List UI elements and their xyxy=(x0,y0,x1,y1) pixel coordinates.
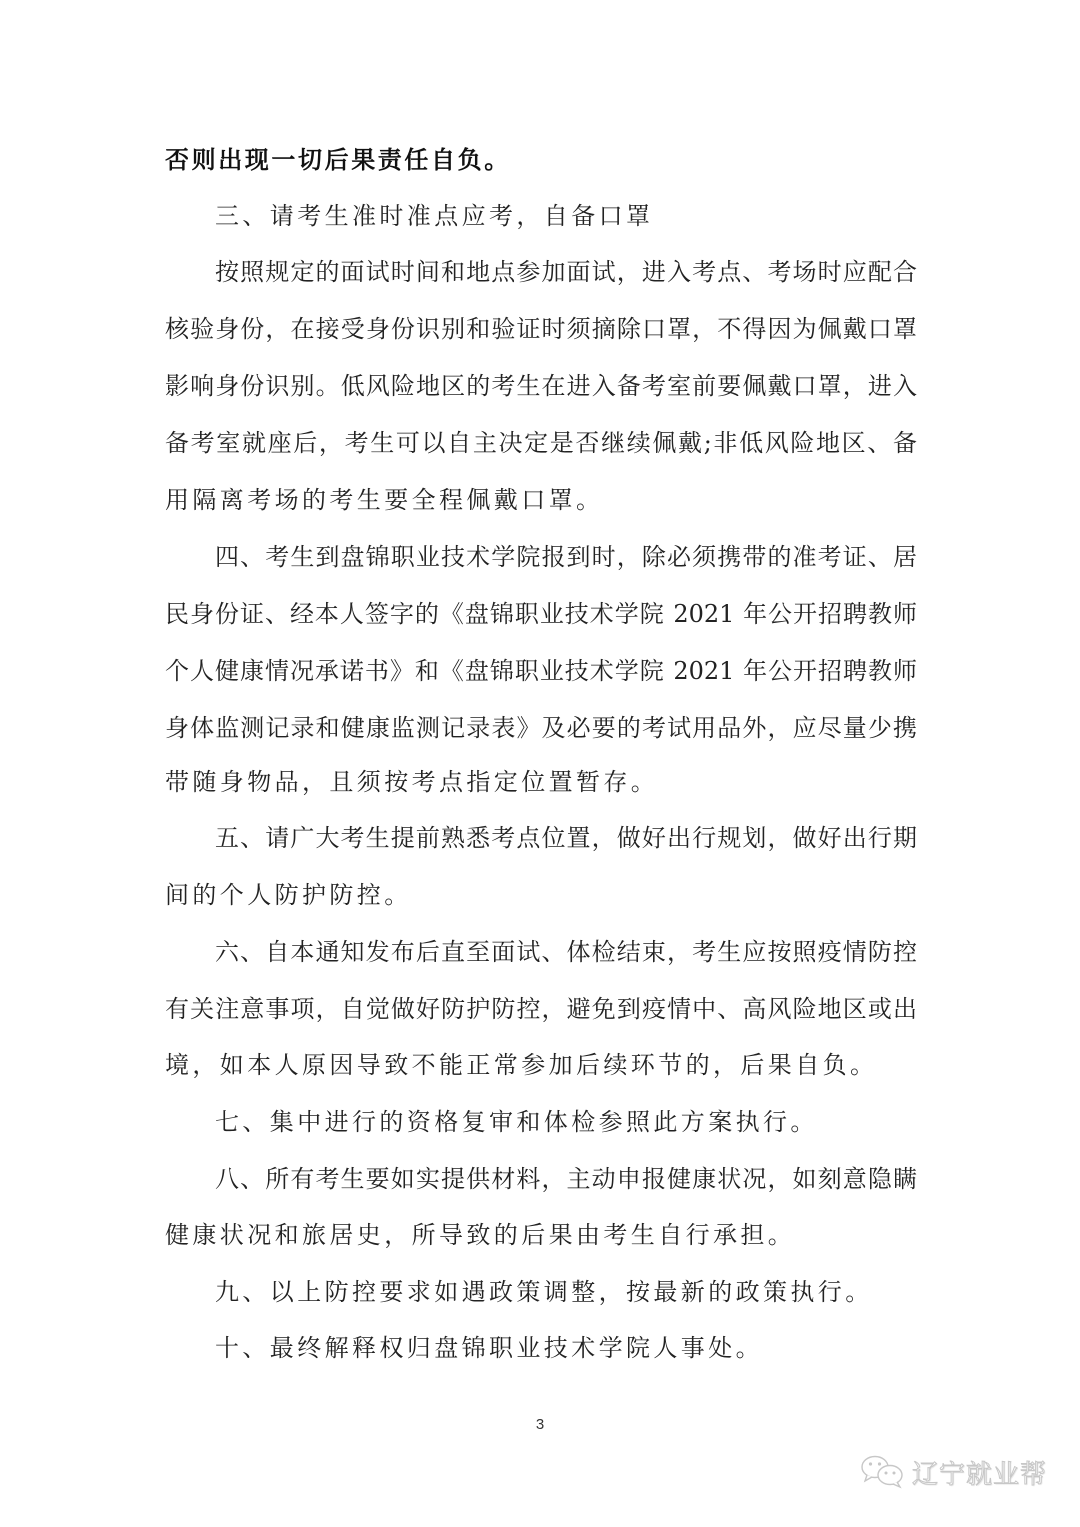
text-line: 民身份证、经本人签字的《盘锦职业技术学院 2021 年公开招聘教师 xyxy=(165,600,917,628)
text-line: 九、以上防控要求如遇政策调整，按最新的政策执行。 xyxy=(215,1278,873,1306)
text-line: 六、自本通知发布后直至面试、体检结束，考生应按照疫情防控 xyxy=(215,938,917,966)
text-line: 五、请广大考生提前熟悉考点位置，做好出行规划，做好出行期 xyxy=(215,824,917,852)
text-line: 三、请考生准时准点应考，自备口罩 xyxy=(215,202,654,230)
text-line: 备考室就座后，考生可以自主决定是否继续佩戴;非低风险地区、备 xyxy=(165,429,917,457)
text-line: 影响身份识别。低风险地区的考生在进入备考室前要佩戴口罩，进入 xyxy=(165,372,917,400)
text-line: 健康状况和旅居史，所导致的后果由考生自行承担。 xyxy=(165,1221,796,1249)
text-line: 用隔离考场的考生要全程佩戴口罩。 xyxy=(165,486,604,514)
page-number: 3 xyxy=(535,1416,545,1433)
text-line: 有关注意事项，自觉做好防护防控，避免到疫情中、高风险地区或出 xyxy=(165,995,917,1023)
text-line: 四、考生到盘锦职业技术学院报到时，除必须携带的准考证、居 xyxy=(215,543,917,571)
watermark xyxy=(860,1452,1047,1492)
text-line: 七、集中进行的资格复审和体检参照此方案执行。 xyxy=(215,1108,818,1136)
text-line: 境，如本人原因导致不能正常参加后续环节的，后果自负。 xyxy=(165,1051,878,1079)
text-line: 身体监测记录和健康监测记录表》及必要的考试用品外，应尽量少携 xyxy=(165,714,917,742)
text-line: 个人健康情况承诺书》和《盘锦职业技术学院 2021 年公开招聘教师 xyxy=(165,657,917,685)
text-line: 核验身份，在接受身份识别和验证时须摘除口罩，不得因为佩戴口罩 xyxy=(165,315,917,343)
text-line: 十、最终解释权归盘锦职业技术学院人事处。 xyxy=(215,1334,763,1362)
text-line: 按照规定的面试时间和地点参加面试，进入考点、考场时应配合 xyxy=(215,258,917,286)
watermark-text: 辽宁就业帮 xyxy=(912,1459,1048,1490)
wechat-icon xyxy=(860,1454,906,1490)
text-line: 否则出现一切后果责任自负。 xyxy=(165,145,511,174)
text-line: 带随身物品，且须按考点指定位置暂存。 xyxy=(165,768,659,796)
text-line: 间的个人防护防控。 xyxy=(165,881,412,909)
text-line: 八、所有考生要如实提供材料，主动申报健康状况，如刻意隐瞒 xyxy=(215,1165,917,1193)
